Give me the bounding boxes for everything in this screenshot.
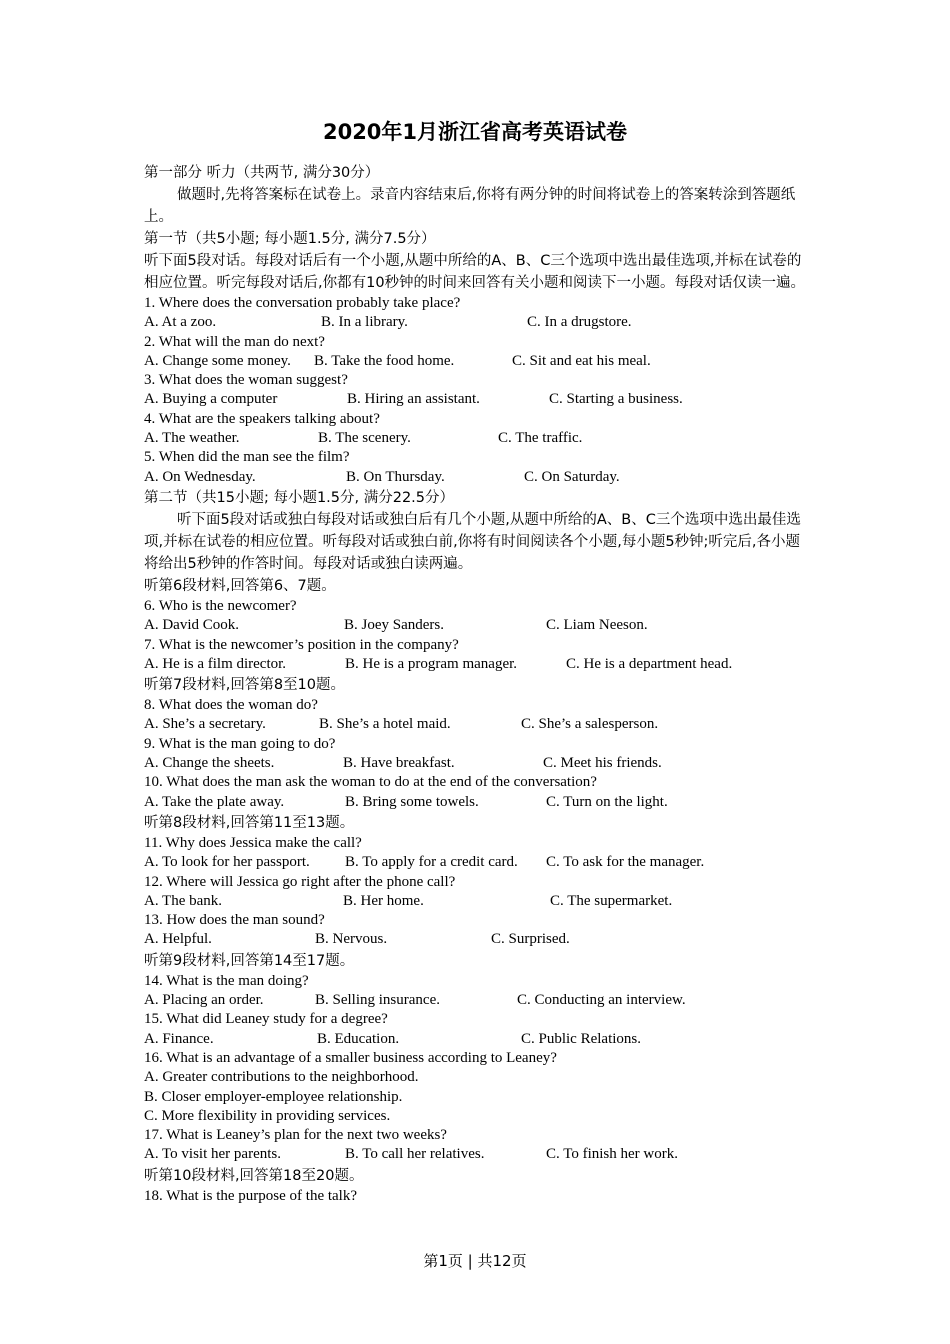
- question-options: [144, 390, 809, 409]
- option-c: C. To ask for the manager.: [546, 854, 705, 871]
- option-a: A. He is a film director.: [144, 655, 287, 672]
- group-heading: 听第7段材料,回答第8至10题。: [144, 677, 346, 694]
- option-c: C. Liam Neeson.: [546, 617, 648, 634]
- question-stem: 11. Why does Jessica make the call?: [144, 834, 362, 851]
- option-a: A. To look for her passport.: [144, 854, 310, 871]
- question-options: [144, 313, 809, 332]
- option-c: C. Sit and eat his meal.: [512, 352, 651, 369]
- option-a: A. David Cook.: [144, 617, 239, 634]
- option-b: B. To apply for a credit card.: [345, 854, 518, 871]
- group-heading: 听第9段材料,回答第14至17题。: [144, 952, 355, 969]
- question-stem: 5. When did the man see the film?: [144, 449, 350, 466]
- option-a: A. Finance.: [144, 1030, 214, 1047]
- question-stem: 14. What is the man doing?: [144, 972, 309, 989]
- group-heading: 听第10段材料,回答第18至20题。: [144, 1167, 364, 1184]
- option-b: B. In a library.: [321, 314, 408, 331]
- question-stem: 13. How does the man sound?: [144, 912, 325, 929]
- question-stem: 2. What will the man do next?: [144, 333, 325, 350]
- option-b: B. To call her relatives.: [345, 1146, 485, 1163]
- option-b: B. Joey Sanders.: [344, 617, 444, 634]
- part1-instructions: 做题时,先将答案标在试卷上。录音内容结束后,你将有两分钟的时间将试卷上的答案转涂到答题纸上。: [144, 187, 796, 225]
- option-c: C. Surprised.: [491, 931, 570, 948]
- question-stem: 12. Where will Jessica go right after the phone call?: [144, 873, 456, 890]
- option-c: C. The traffic.: [498, 430, 583, 447]
- option-c: C. Turn on the light.: [546, 793, 668, 810]
- option-b: B. Education.: [317, 1030, 400, 1047]
- question-options: [144, 616, 809, 635]
- question-stem: 9. What is the man going to do?: [144, 735, 336, 752]
- question-stem: 1. Where does the conversation probably take place?: [144, 295, 461, 311]
- option-b: B. She’s a hotel maid.: [319, 716, 451, 733]
- option-b: B. Her home.: [343, 892, 424, 909]
- option-a: A. The weather.: [144, 430, 240, 447]
- question-stem: 7. What is the newcomer’s position in the company?: [144, 636, 459, 653]
- option-c: C. Public Relations.: [521, 1030, 641, 1047]
- option-a: A. To visit her parents.: [144, 1146, 281, 1163]
- question-options: [144, 991, 809, 1010]
- question-options: [144, 468, 809, 487]
- question-stem: 15. What did Leaney study for a degree?: [144, 1011, 388, 1028]
- question-options: [144, 754, 809, 773]
- option-a: A. Placing an order.: [144, 992, 264, 1009]
- option-a: A. She’s a secretary.: [144, 716, 266, 733]
- question-stem: 4. What are the speakers talking about?: [144, 410, 380, 427]
- option-a: A. The bank.: [144, 892, 223, 909]
- option-b: B. Selling insurance.: [315, 992, 440, 1009]
- option-a: A. Greater contributions to the neighborhood.: [144, 1069, 419, 1086]
- page-footer: 第1页 | 共12页: [423, 1252, 527, 1270]
- option-c: C. He is a department head.: [566, 655, 733, 672]
- option-c: C. To finish her work.: [546, 1146, 678, 1163]
- option-a: A. At a zoo.: [144, 314, 217, 331]
- question-options: [144, 1030, 809, 1049]
- option-b: B. Nervous.: [315, 931, 388, 948]
- option-b: B. The scenery.: [318, 430, 411, 447]
- question-options: [144, 930, 809, 949]
- question-stem: 8. What does the woman do?: [144, 697, 318, 714]
- option-a: A. Buying a computer: [144, 391, 278, 408]
- option-a: A. Change the sheets.: [144, 755, 275, 772]
- question-stem: 16. What is an advantage of a smaller business according to Leaney?: [144, 1049, 557, 1066]
- question-stem: 10. What does the man ask the woman to do at the end of the conversation?: [144, 774, 597, 791]
- question-stem: 17. What is Leaney’s plan for the next two weeks?: [144, 1127, 447, 1144]
- option-c: C. The supermarket.: [550, 892, 673, 909]
- question-options: [144, 429, 809, 448]
- question-options: [144, 793, 809, 812]
- option-a: A. Take the plate away.: [144, 793, 285, 810]
- option-b: B. Take the food home.: [314, 352, 455, 369]
- question-stem: 18. What is the purpose of the talk?: [144, 1187, 358, 1204]
- section2-heading: 第二节（共15小题; 每小题1.5分, 满分22.5分）: [144, 489, 455, 506]
- question-options: [144, 715, 809, 734]
- option-c: C. Conducting an interview.: [517, 992, 686, 1009]
- option-b: B. Have breakfast.: [343, 755, 455, 772]
- question-options: [144, 853, 809, 872]
- question-options: [144, 1145, 809, 1164]
- question-options: [144, 655, 809, 674]
- option-c: C. More flexibility in providing services.: [144, 1107, 391, 1124]
- option-a: A. Helpful.: [144, 931, 212, 948]
- option-a: A. Change some money.: [144, 352, 291, 369]
- group-heading: 听第6段材料,回答第6、7题。: [144, 577, 336, 594]
- section1-heading: 第一节（共5小题; 每小题1.5分, 满分7.5分）: [144, 231, 436, 247]
- question-options: [144, 892, 809, 911]
- option-c: C. Meet his friends.: [543, 755, 662, 772]
- option-c: C. She’s a salesperson.: [521, 716, 659, 733]
- option-c: C. Starting a business.: [549, 391, 683, 408]
- option-a: A. On Wednesday.: [144, 468, 256, 485]
- page-title: 2020年1月浙江省高考英语试卷: [322, 120, 628, 144]
- option-c: C. On Saturday.: [524, 468, 620, 485]
- option-c: C. In a drugstore.: [527, 314, 632, 331]
- question-stem: 6. Who is the newcomer?: [144, 597, 297, 614]
- question-options: [144, 352, 809, 371]
- option-b: B. On Thursday.: [346, 468, 445, 485]
- option-b: B. Bring some towels.: [345, 793, 479, 810]
- part1-heading: 第一部分 听力（共两节, 满分30分）: [144, 165, 380, 181]
- group-heading: 听第8段材料,回答第11至13题。: [144, 814, 355, 831]
- question-stem: 3. What does the woman suggest?: [144, 372, 348, 389]
- option-b: B. Hiring an assistant.: [347, 391, 480, 408]
- exam-content: [144, 162, 809, 1206]
- option-b: B. He is a program manager.: [345, 655, 518, 672]
- section1-instructions: 听下面5段对话。每段对话后有一个小题,从题中所给的A、B、C三个选项中选出最佳选项,并标在试卷的相应位置。听完每段对话后,你都有10秒钟的时间来回答有关小题和阅读下一小题。每段对话仅读一遍。: [144, 253, 806, 291]
- section2-instructions: 听下面5段对话或独白每段对话或独白后有几个小题,从题中所给的A、B、C三个选项中选出最佳选项,并标在试卷的相应位置。听每段对话或独白前,你将有时间阅读各个小题,每小题5秒钟;听完后,各小题将给出5秒钟的作答时间。每段对话或独白读两遍。: [144, 511, 801, 572]
- option-b: B. Closer employer-employee relationship.: [144, 1088, 403, 1105]
